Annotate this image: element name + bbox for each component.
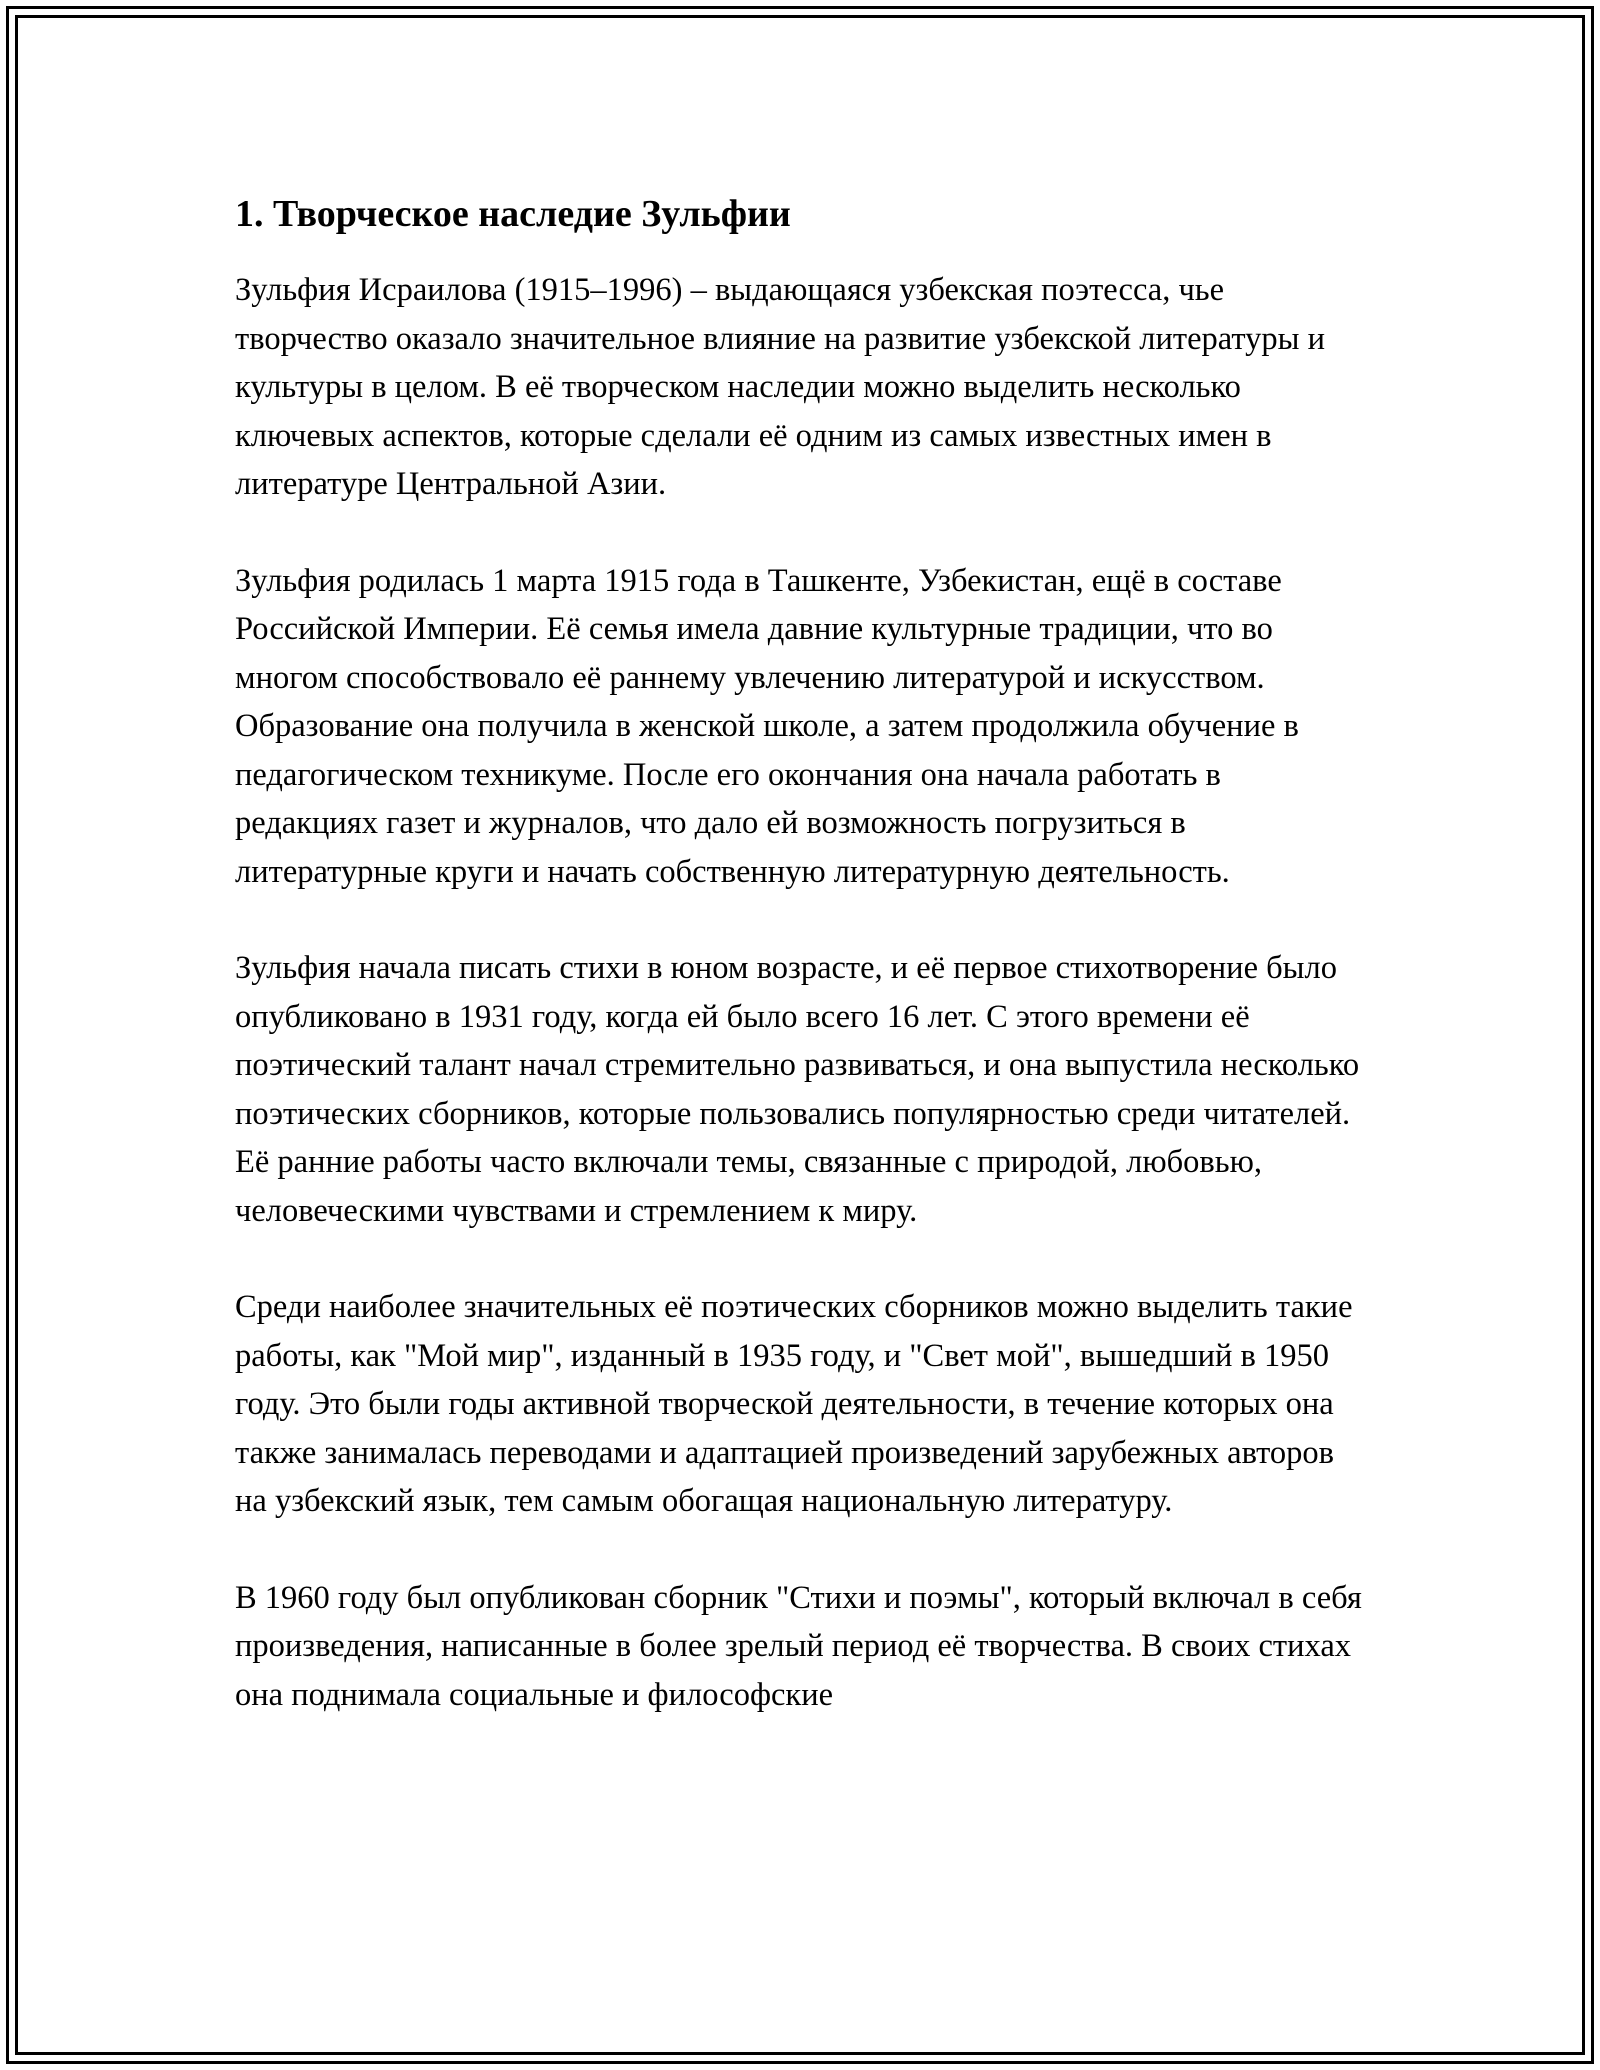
paragraph-early-poetry: Зульфия начала писать стихи в юном возрасте, и её первое стихотворение было опубликовано в 1931 году, когда ей было всего 16 лет. С этого времени её поэтический талант начал стремительно развиваться, и она выпустила несколько поэтических сборников, которые пользовались популярностью среди читателей. Её ранние работы часто включали темы, связанные с природой, любовью, человеческими чувствами и стремлением к миру. xyxy=(235,950,1360,1229)
paragraph-1960-collection: В 1960 году был опубликован сборник "Стихи и поэмы", который включал в себя произведения, написанные в более зрелый период её творчества. В своих стихах она поднимала социальные и философские xyxy=(235,1579,1362,1713)
paragraph-intro: Зульфия Исраилова (1915–1996) – выдающаяся узбекская поэтесса, чье творчество оказало значительное влияние на развитие узбекской литературы и культуры в целом. В её творческом наследии можно выделить несколько ключевых аспектов, которые сделали её одним из самых известных имен в литературе Центральной Азии. xyxy=(235,272,1325,502)
paragraph-biography: Зульфия родилась 1 марта 1915 года в Ташкенте, Узбекистан, ещё в составе Российской Империи. Её семья имела давние культурные традиции, что во многом способствовало её раннему увлечению литературой и искусством. Образование она получила в женской школе, а затем продолжила обучение в педагогическом техникуме. После его окончания она начала работать в редакциях газет и журналов, что дало ей возможность погрузиться в литературные круги и начать собственную литературную деятельность. xyxy=(235,562,1299,890)
document-body xyxy=(235,186,1370,1767)
paragraph-collections: Среди наиболее значительных её поэтических сборников можно выделить такие работы, как "Мой мир", изданный в 1935 году, и "Свет мой", вышедший в 1950 году. Это были годы активной творческой деятельности, в течение которых она также занималась переводами и адаптацией произведений зарубежных авторов на узбекский язык, тем самым обогащая национальную литературу. xyxy=(235,1289,1353,1519)
section-heading: 1. Творческое наследие Зульфии xyxy=(235,193,791,235)
